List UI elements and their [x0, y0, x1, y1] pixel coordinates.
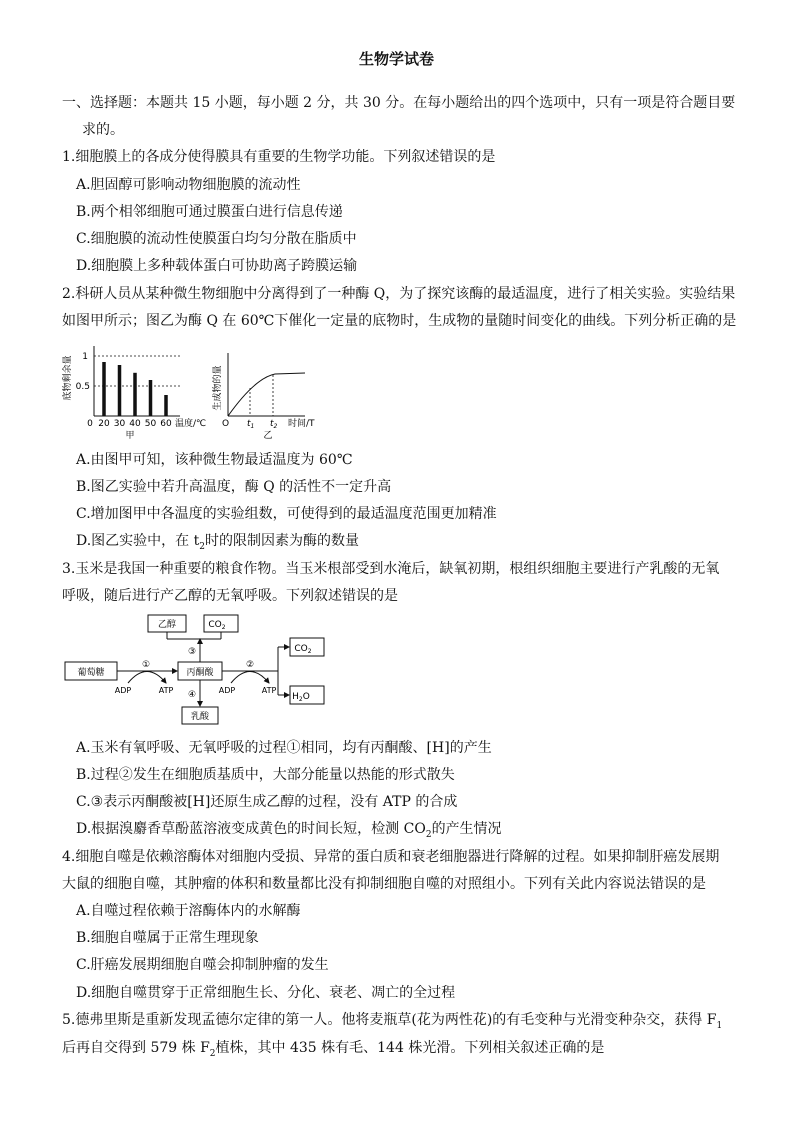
section-heading: 一、选择题：本题共 15 小题，每小题 2 分，共 30 分。在每小题给出的四个选项中，只有一项是符合题目要 [62, 95, 736, 111]
yi-ylabel: 生成物的量 [213, 365, 223, 411]
q4-option-b: B.细胞自噬属于正常生理现象 [76, 930, 259, 946]
ethanol-label: 乙醇 [157, 620, 177, 630]
yi-origin: O [222, 419, 230, 429]
section-heading-cont: 求的。 [82, 122, 124, 138]
q4-option-a: A.自噬过程依赖于溶酶体内的水解酶 [76, 903, 301, 919]
arc-1 [128, 672, 166, 684]
pyruvate-label: 丙酮酸 [186, 668, 214, 678]
jia-x-tick-30: 30 [113, 419, 126, 429]
label-1: ① [141, 660, 151, 670]
jia-bar-40 [133, 373, 137, 416]
q1-option-b: B.两个相邻细胞可通过膜蛋白进行信息传递 [76, 204, 343, 220]
label-4: ④ [187, 690, 197, 700]
yi-curve [228, 373, 305, 416]
q4-option-c: C.肝癌发展期细胞自噬会抑制肿瘤的发生 [76, 957, 329, 973]
jia-x-tick-20: 20 [98, 419, 110, 429]
jia-y-tick-1: 1 [82, 352, 88, 362]
jia-bar-50 [149, 380, 153, 416]
adp-2: ADP [218, 686, 236, 695]
atp-2: ATP [261, 686, 277, 695]
q2-stem-2: 如图甲所示；图乙为酶 Q 在 60℃下催化一定量的底物时，生成物的量随时间变化的曲线。下列分析正确的是 [62, 313, 737, 329]
q4-stem-1: 4.细胞自噬是依赖溶酶体对细胞内受损、异常的蛋白质和衰老细胞器进行降解的过程。如果抑制肝癌发展期 [62, 849, 720, 865]
q1-option-a: A.胆固醇可影响动物细胞膜的流动性 [76, 177, 301, 193]
jia-caption: 甲 [125, 431, 135, 441]
jia-x-tick-50: 50 [144, 419, 157, 429]
h2o-label: $H_2O$ [292, 692, 310, 703]
co2-right-label: $CO_2$ [294, 644, 312, 655]
jia-xlabel: 温度/℃ [175, 419, 207, 429]
yi-xlabel: 时间/T [288, 419, 315, 429]
q4-stem-2: 大鼠的细胞自噬，其肿瘤的体积和数量都比没有抑制细胞自噬的对照组小。下列有关此内容说法错误的是 [62, 876, 706, 892]
label-2: ② [245, 660, 255, 670]
glucose-label: 葡萄糖 [77, 668, 105, 678]
q1-stem: 1.细胞膜上的各成分使得膜具有重要的生物学功能。下列叙述错误的是 [62, 149, 496, 165]
q2-option-a: A.由图甲可知，该种微生物最适温度为 60℃ [76, 452, 353, 468]
q4-option-d: D.细胞自噬贯穿于正常细胞生长、分化、衰老、凋亡的全过程 [76, 985, 456, 1001]
q3-stem-2: 呼吸，随后进行产乙醇的无氧呼吸。下列叙述错误的是 [62, 588, 398, 604]
yi-t2: $t_2$ [270, 419, 278, 430]
q2-figures [60, 338, 340, 443]
jia-x-tick-40: 40 [129, 419, 141, 429]
yi-caption: 乙 [263, 431, 273, 441]
label-3: ③ [187, 647, 197, 657]
atp-1: ATP [158, 686, 174, 695]
q3-diagram [60, 610, 340, 730]
q5-stem-2: 后再自交得到 579 株 $F_2$植株，其中 435 株有毛、144 株光滑。下列相关叙述正确的是 [62, 1040, 605, 1059]
q2-option-c: C.增加图甲中各温度的实验组数，可使得到的最适温度范围更加精准 [76, 506, 497, 522]
chart-jia [61, 346, 206, 441]
q3-option-c: C.③表示丙酮酸被[H]还原生成乙醇的过程，没有 ATP 的合成 [76, 794, 458, 810]
arc-2 [231, 672, 269, 684]
adp-1: ADP [114, 686, 132, 695]
chart-yi [211, 353, 315, 441]
page-title: 生物学试卷 [358, 50, 434, 68]
jia-ylabel: 底物剩余量 [63, 355, 73, 401]
q1-option-c: C.细胞膜的流动性使膜蛋白均匀分散在脂质中 [76, 231, 357, 247]
co2-top-label: $CO_2$ [208, 620, 226, 631]
yi-t1: $t_1$ [247, 419, 255, 430]
q2-option-d: D.图乙实验中，在 $t_2$时的限制因素为酶的数量 [76, 533, 359, 552]
jia-y-tick-05: 0.5 [75, 382, 90, 392]
jia-x-tick-0: 0 [87, 419, 93, 429]
q2-option-b: B.图乙实验中若升高温度，酶 Q 的活性不一定升高 [76, 479, 392, 495]
q5-stem-1: 5.德弗里斯是重新发现孟德尔定律的第一人。他将麦瓶草(花为两性花)的有毛变种与光滑变种杂交，获得 $F_1$ [62, 1012, 723, 1031]
q3-option-a: A.玉米有氧呼吸、无氧呼吸的过程①相同，均有丙酮酸、[H]的产生 [76, 740, 492, 756]
q3-option-d: D.根据溴麝香草酚蓝溶液变成黄色的时间长短，检测 $CO_2$的产生情况 [76, 821, 502, 840]
jia-bar-60 [164, 395, 168, 416]
lactic-label: 乳酸 [190, 712, 210, 722]
q3-stem-1: 3.玉米是我国一种重要的粮食作物。当玉米根部受到水淹后，缺氧初期，根组织细胞主要进行产乳酸的无氧 [62, 561, 720, 577]
q3-option-b: B.过程②发生在细胞质基质中，大部分能量以热能的形式散失 [76, 767, 455, 783]
jia-x-tick-60: 60 [160, 419, 172, 429]
q1-option-d: D.细胞膜上多种载体蛋白可协助离子跨膜运输 [76, 258, 358, 274]
q2-stem-1: 2.科研人员从某种微生物细胞中分离得到了一种酶 Q，为了探究该酶的最适温度，进行了相关实验。实验结果 [62, 286, 736, 302]
jia-bar-20 [102, 362, 106, 416]
jia-bar-30 [118, 365, 122, 416]
